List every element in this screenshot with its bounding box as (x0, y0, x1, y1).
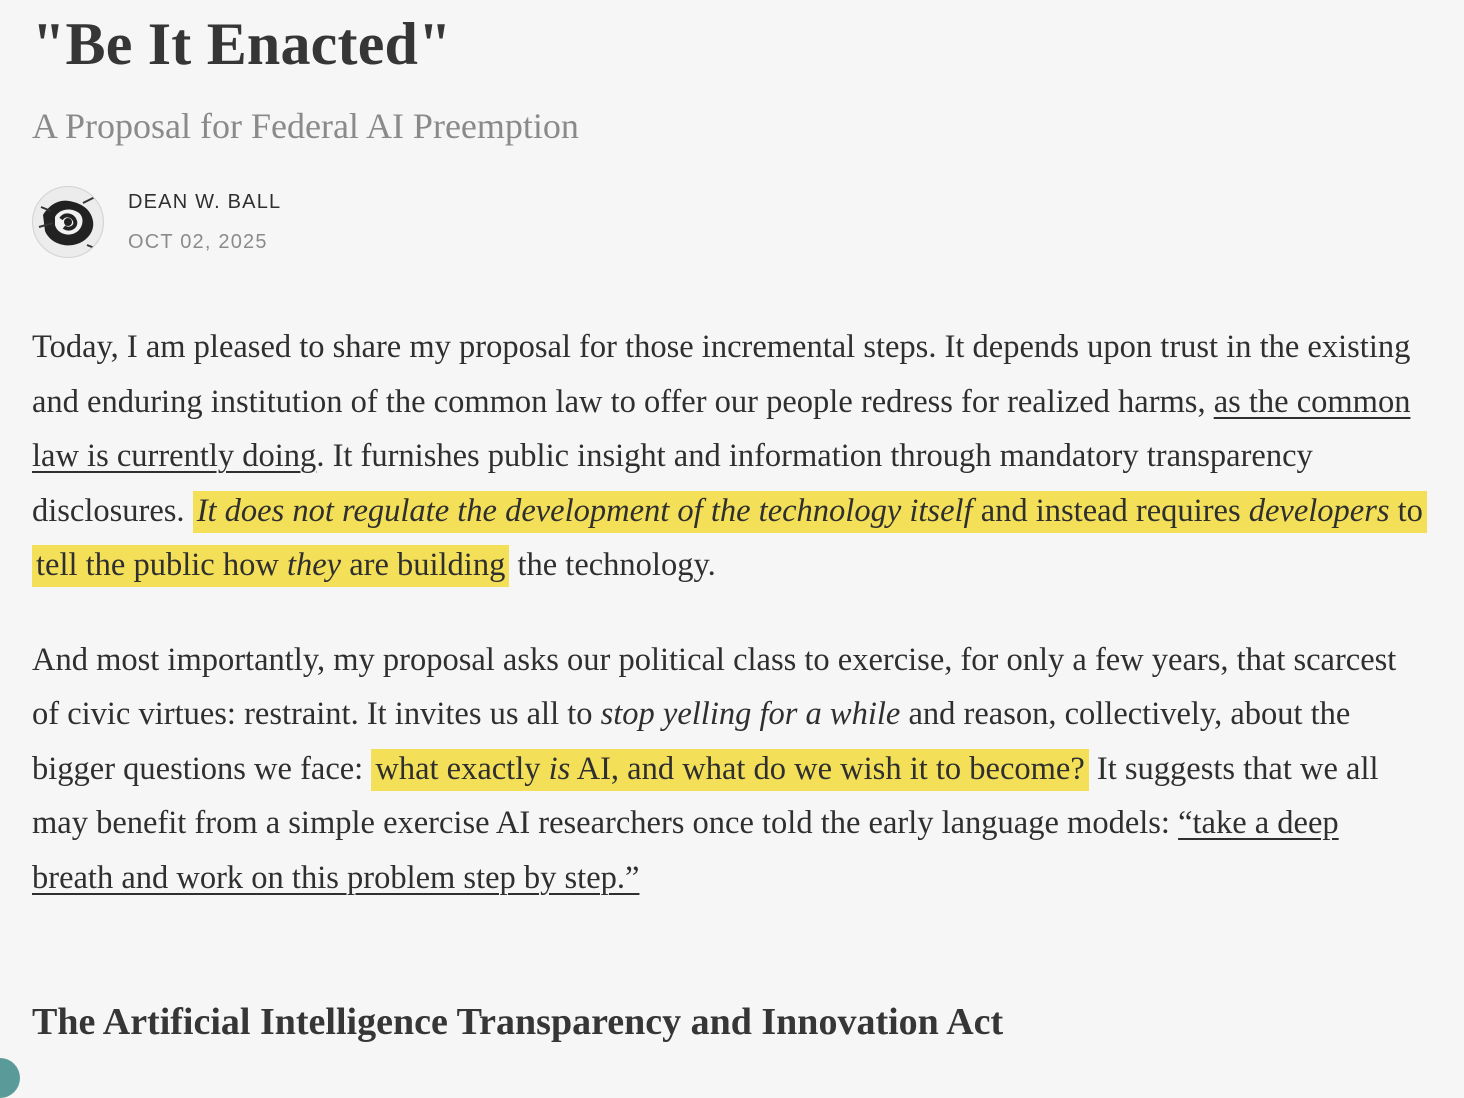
highlight-1-em-1: It does not regulate the development of the technology itself (196, 492, 973, 529)
highlight-2-text-2: AI, and what do we wish it to become? (570, 750, 1085, 787)
highlight-1-text-2: to tell the public how (36, 492, 1423, 583)
p2-em-1: stop yelling for a while (600, 696, 901, 732)
author-avatar[interactable] (32, 186, 104, 258)
highlight-1-em-3: they (286, 547, 342, 583)
section-heading: The Artificial Intelligence Transparency and Innovation Act (32, 1001, 1004, 1043)
paragraph-2 (32, 633, 1424, 906)
paragraph-1 (32, 320, 1424, 593)
p1-text-2: . It furnishes public insight and information through mandatory transparency disclosures. (32, 438, 1313, 529)
byline (32, 184, 281, 260)
post-title: "Be It Enacted" (32, 11, 452, 77)
highlight-1 (32, 491, 1427, 588)
corner-decoration (0, 1058, 20, 1098)
p2-text-1: And most importantly, my proposal asks our political class to exercise, for only a few years, that scarcest of civic virtues: restraint. It invites us all to (32, 641, 1397, 732)
avatar-image (33, 187, 103, 257)
deep-breath-link[interactable]: “take a deep breath and work on this problem step by step.” (32, 805, 1339, 896)
post-subtitle: A Proposal for Federal AI Preemption (32, 106, 579, 146)
p2-text-2: and reason, collectively, about the bigger questions we face: (32, 696, 1351, 787)
highlight-1-text-3: are building (341, 547, 506, 583)
highlight-1-em-2: developers (1248, 492, 1390, 529)
p2-text-3: It suggests that we all may benefit from a simple exercise AI researchers once told the early language models: (32, 750, 1379, 841)
p1-text-1: Today, I am pleased to share my proposal for those incremental steps. It depends upon trust in the existing and enduring institution of the common law to offer our people redress for realized harms, (32, 329, 1411, 420)
highlight-1-text-1: and instead requires (972, 492, 1249, 529)
author-name[interactable]: DEAN W. BALL (128, 191, 282, 213)
article-body (32, 320, 1424, 945)
highlight-2-text-1: what exactly (375, 750, 549, 787)
post-date: OCT 02, 2025 (128, 231, 268, 253)
highlight-2-em-1: is (548, 750, 571, 787)
highlight-2 (371, 749, 1088, 791)
common-law-link[interactable]: as the common law is currently doing (32, 383, 1411, 474)
p1-text-3: the technology. (509, 547, 716, 583)
byline-meta (128, 189, 281, 255)
